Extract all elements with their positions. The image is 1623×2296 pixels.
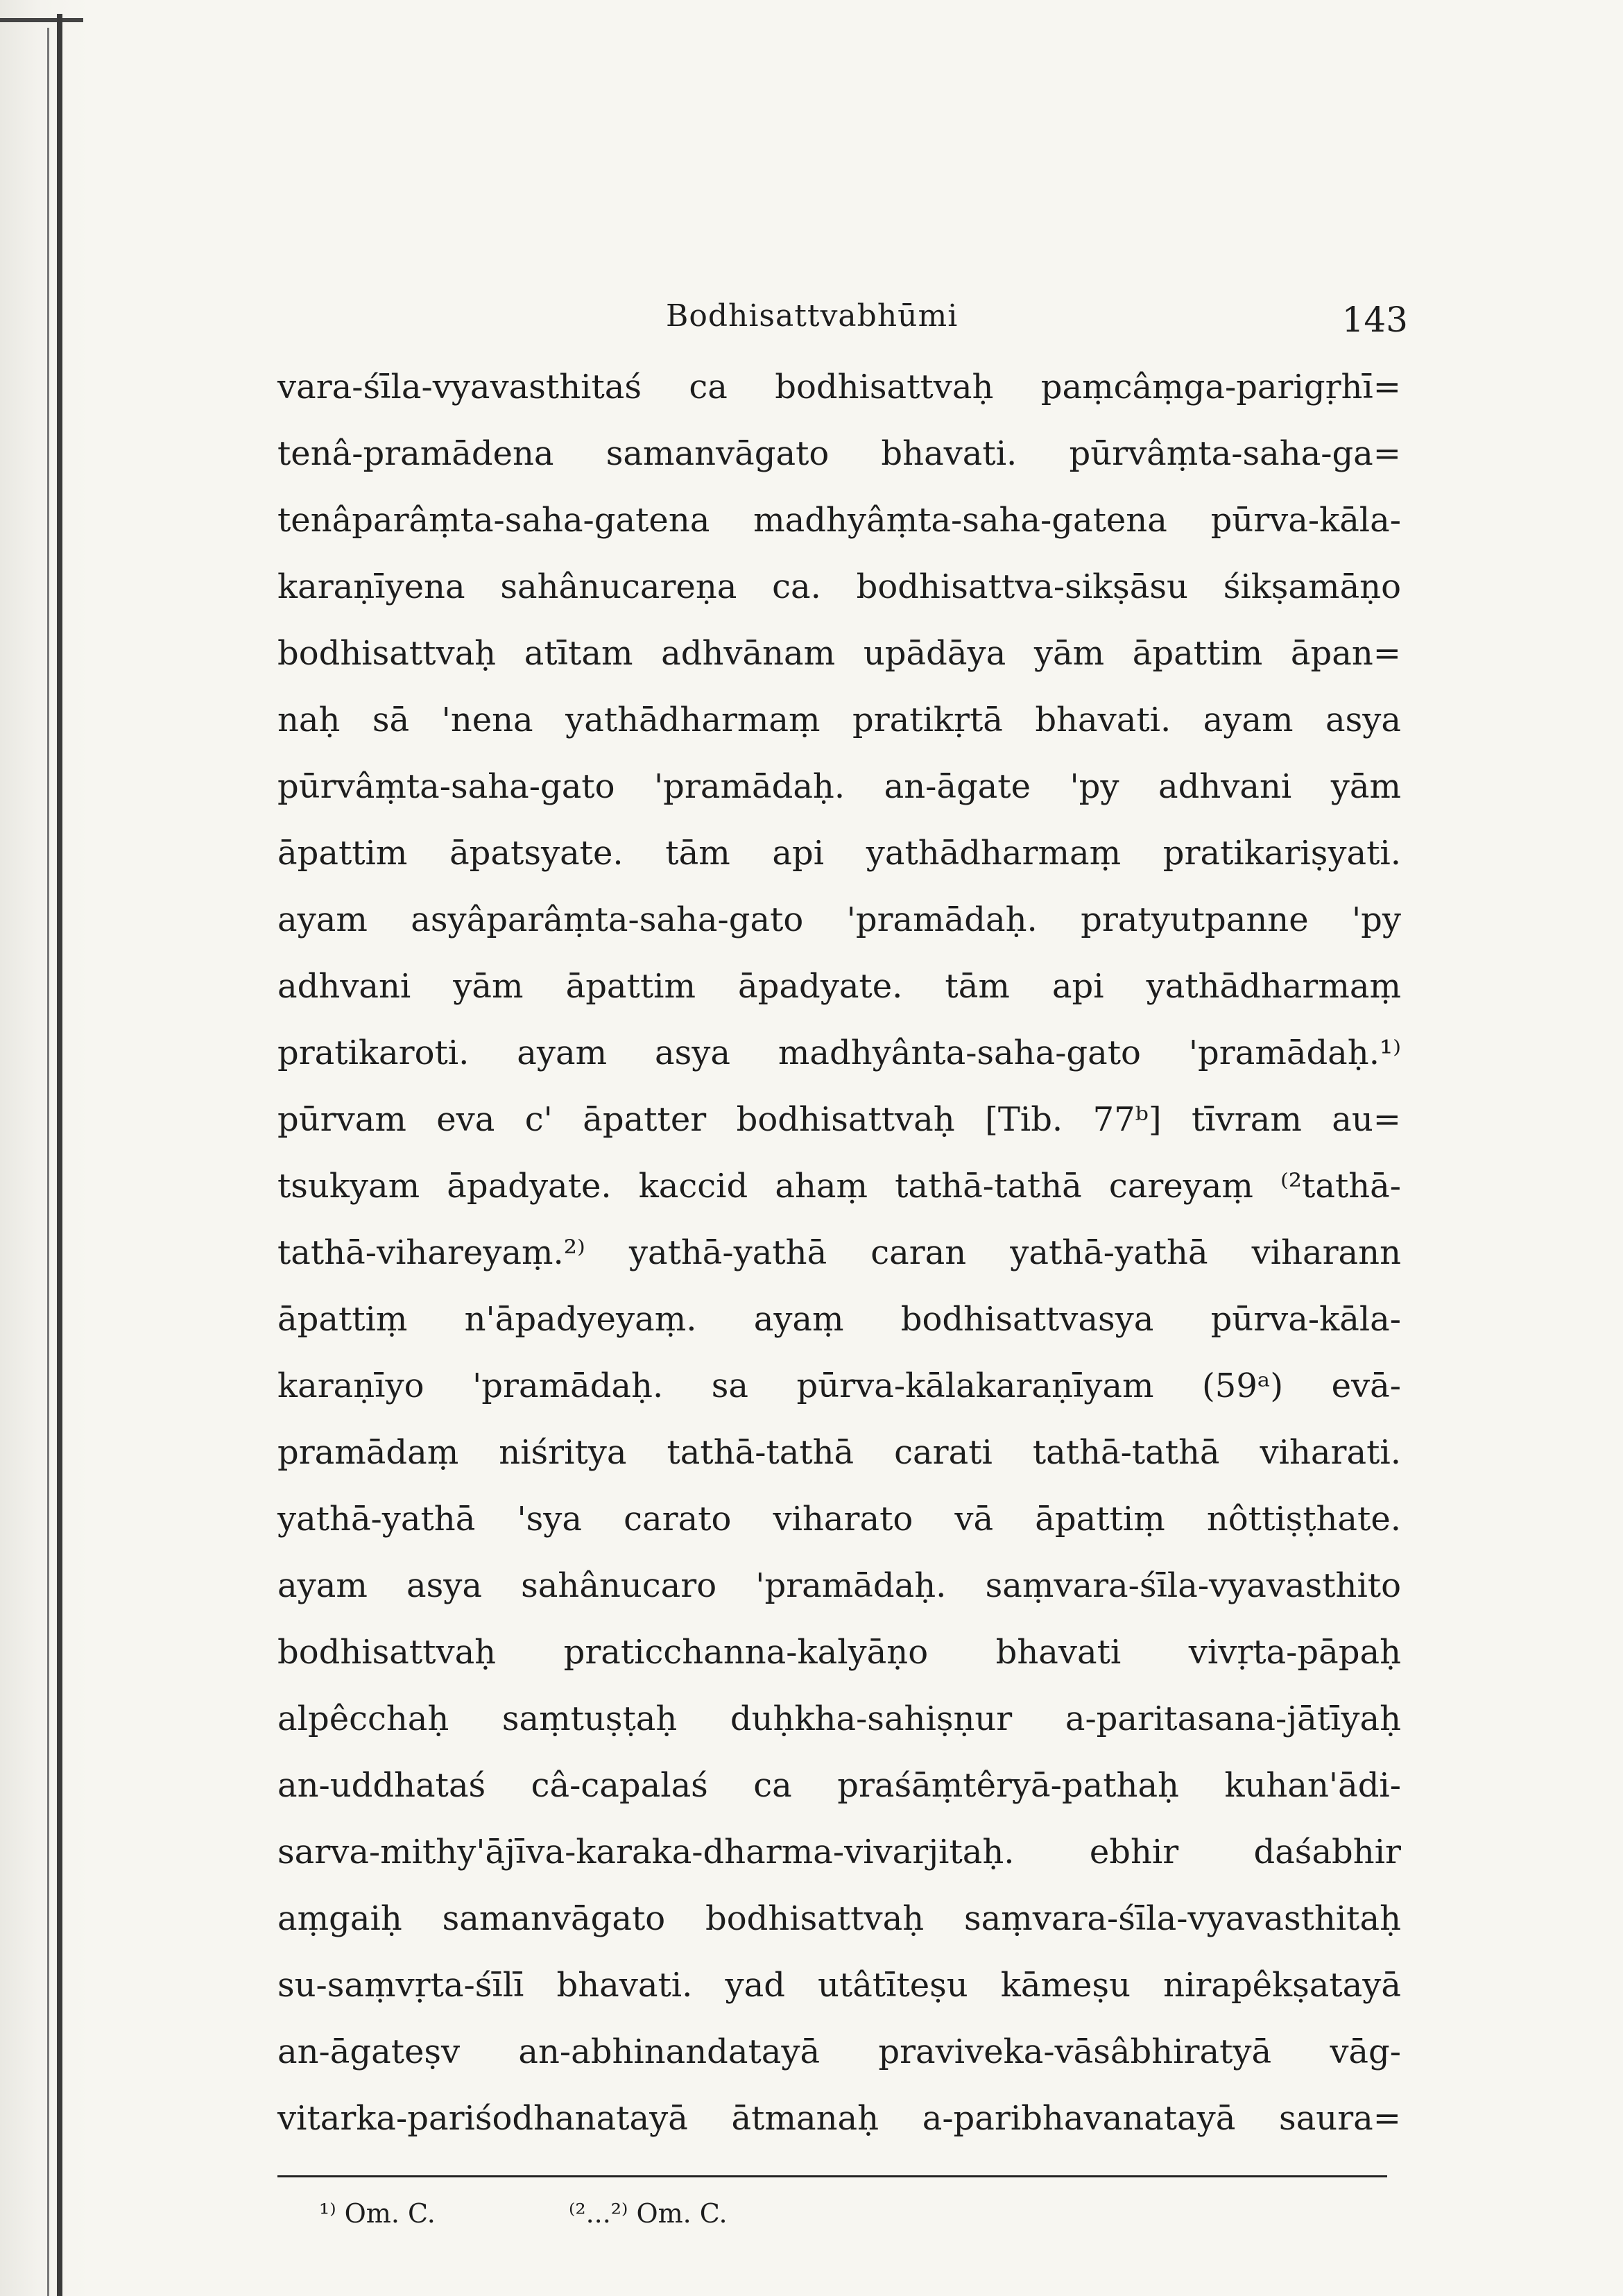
text-line: sarva-mithy'ājīva-karaka-dharma-vivarjitaḥ. ebhir daśabhir	[277, 1833, 1401, 1871]
text-line: āpattiṃ n'āpadyeyaṃ. ayaṃ bodhisattvasya pūrva-kāla-	[277, 1300, 1401, 1339]
text-line: vara-śīla-vyavasthitaś ca bodhisattvaḥ paṃcâṃga-parigṛhī=	[277, 368, 1401, 406]
binding-edge-cap	[0, 18, 83, 22]
text-line: āpattim āpatsyate. tām api yathādharmaṃ pratikariṣyati.	[277, 834, 1401, 873]
text-line: tenâ-pramādena samanvāgato bhavati. pūrvâṃta-saha-ga=	[277, 434, 1401, 473]
body-text	[277, 354, 1401, 2152]
text-line: adhvani yām āpattim āpadyate. tām api yathādharmaṃ	[277, 967, 1401, 1006]
page-number: 143	[1341, 300, 1408, 340]
text-line: naḥ sā 'nena yathādharmaṃ pratikṛtā bhavati. ayam asya	[277, 701, 1401, 739]
binding-edge-shadow	[47, 28, 49, 2296]
book-page	[277, 291, 1408, 2233]
text-line: an-āgateṣv an-abhinandatayā praviveka-vāsâbhiratyā vāg-	[277, 2032, 1401, 2071]
text-line: alpêcchaḥ saṃtuṣṭaḥ duḥkha-sahiṣṇur a-paritasana-jātīyaḥ	[277, 1699, 1401, 1738]
page-header	[277, 291, 1408, 354]
text-line: vitarka-pariśodhanatayā ātmanaḥ a-paribhavanatayā saura=	[277, 2099, 1401, 2138]
footnotes	[277, 2177, 1401, 2233]
text-line: bodhisattvaḥ atītam adhvānam upādāya yām āpattim āpan=	[277, 634, 1401, 673]
text-line: tenâparâṃta-saha-gatena madhyâṃta-saha-gatena pūrva-kāla-	[277, 501, 1401, 540]
text-line: su-saṃvṛta-śīlī bhavati. yad utâtīteṣu kāmeṣu nirapêkṣatayā	[277, 1966, 1401, 2005]
text-line: bodhisattvaḥ praticchanna-kalyāṇo bhavati vivṛta-pāpaḥ	[277, 1633, 1401, 1672]
text-line: karaṇīyena sahânucareṇa ca. bodhisattva-sikṣāsu śikṣamāṇo	[277, 567, 1401, 606]
text-line: pūrvâṃta-saha-gato 'pramādaḥ. an-āgate 'py adhvani yām	[277, 767, 1401, 806]
text-line: ayam asyâparâṃta-saha-gato 'pramādaḥ. pratyutpanne 'py	[277, 900, 1401, 939]
running-title: Bodhisattvabhūmi	[666, 298, 959, 334]
footnote-1: ¹⁾ Om. C.	[319, 2198, 436, 2229]
text-line: pramādaṃ niśritya tathā-tathā carati tathā-tathā viharati.	[277, 1433, 1401, 1472]
text-line: ayam asya sahânucaro 'pramādaḥ. saṃvara-śīla-vyavasthito	[277, 1566, 1401, 1605]
text-line: aṃgaiḥ samanvāgato bodhisattvaḥ saṃvara-śīla-vyavasthitaḥ	[277, 1899, 1401, 1938]
text-line: tathā-vihareyaṃ.²⁾ yathā-yathā caran yathā-yathā viharann	[277, 1233, 1401, 1272]
text-line: karaṇīyo 'pramādaḥ. sa pūrva-kālakaraṇīyam (59ᵃ) evā-	[277, 1367, 1401, 1405]
text-line: yathā-yathā 'sya carato viharato vā āpattiṃ nôttiṣṭhate.	[277, 1500, 1401, 1539]
binding-edge-line	[57, 14, 62, 2296]
text-line: tsukyam āpadyate. kaccid ahaṃ tathā-tathā careyaṃ ⁽²tathā-	[277, 1167, 1401, 1206]
text-line: an-uddhataś câ-capalaś ca praśāṃtêryā-pathaḥ kuhan'ādi-	[277, 1766, 1401, 1805]
binding-gutter	[0, 0, 90, 2296]
text-line: pūrvam eva c' āpatter bodhisattvaḥ [Tib. 77ᵇ] tīvram au=	[277, 1100, 1401, 1139]
footnote-2: ⁽²...²⁾ Om. C.	[569, 2198, 728, 2229]
text-line: pratikaroti. ayam asya madhyânta-saha-gato 'pramādaḥ.¹⁾	[277, 1034, 1401, 1072]
